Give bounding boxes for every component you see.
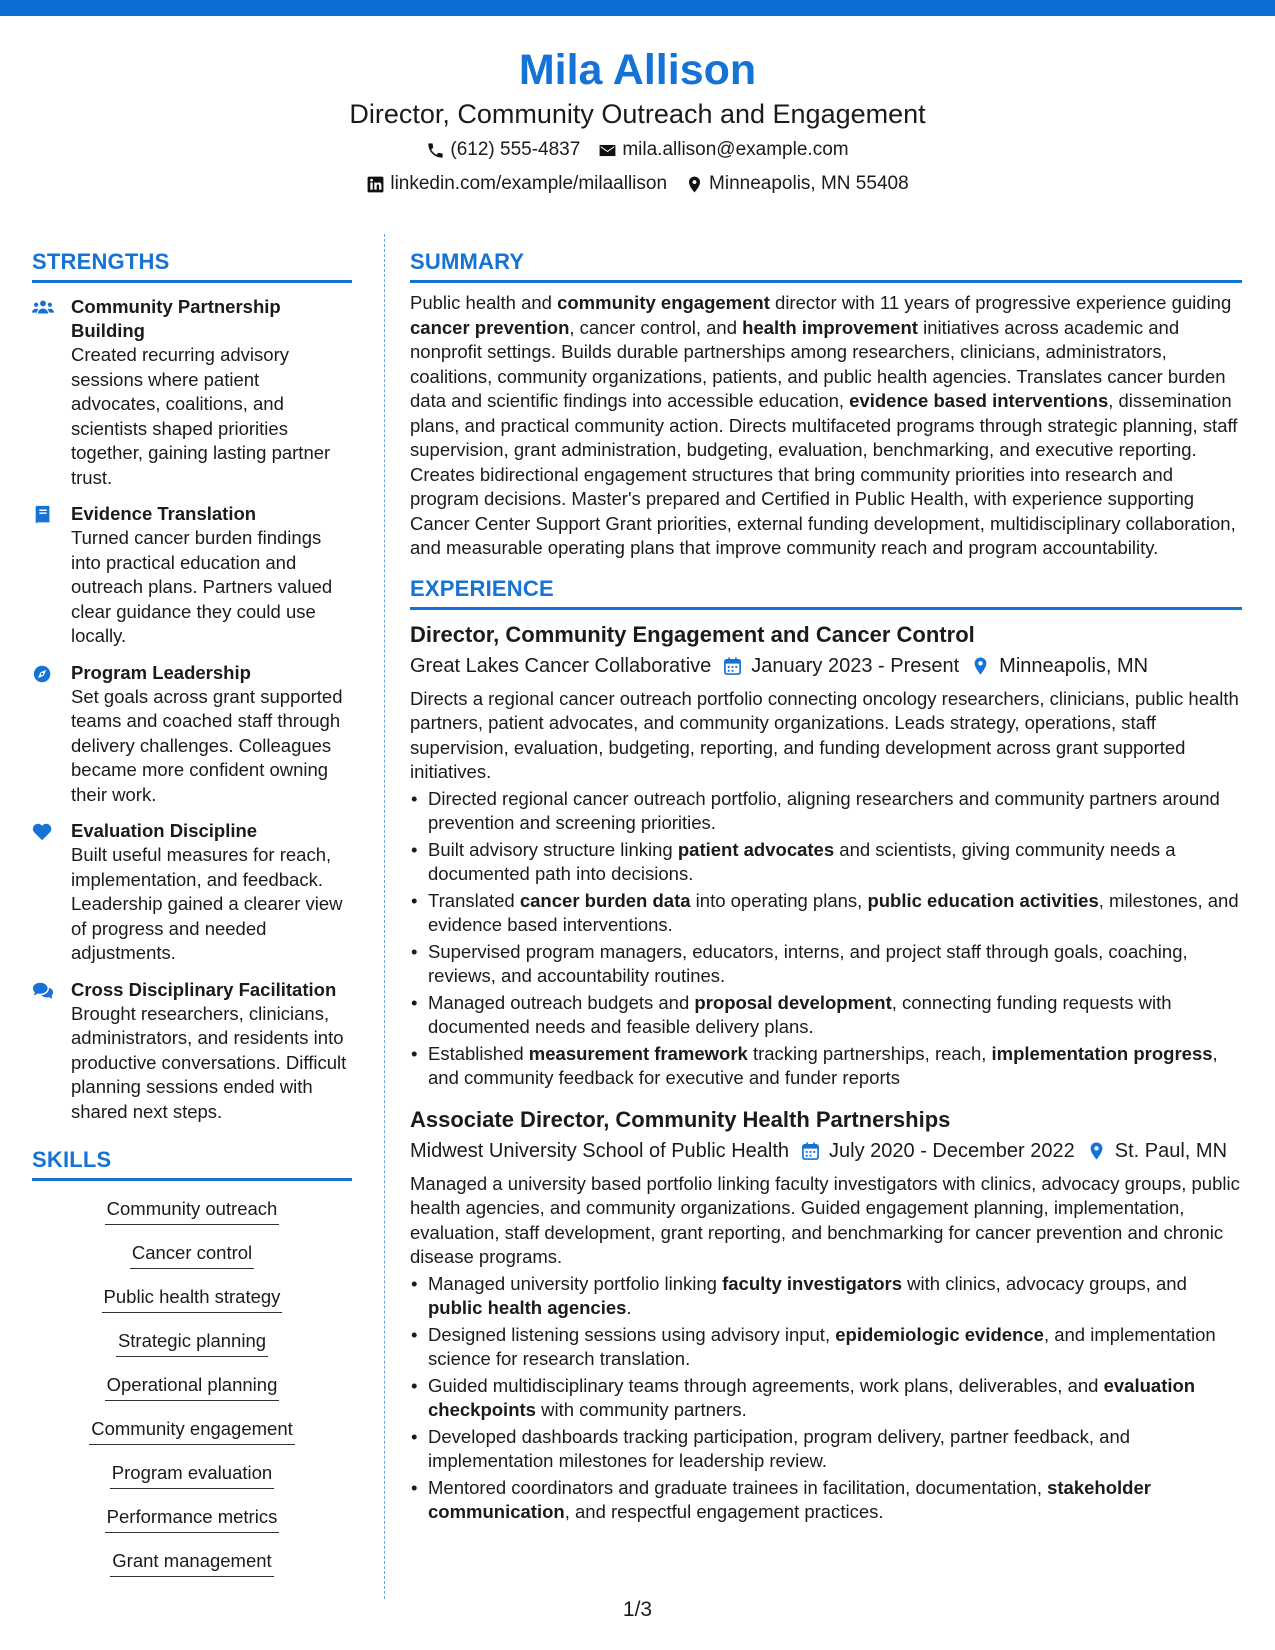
job-location xyxy=(1087,1136,1227,1166)
job-bullets xyxy=(410,787,1242,1091)
strength-item xyxy=(32,661,352,808)
skill-item: Grant management xyxy=(32,1547,352,1591)
experience-heading: EXPERIENCE xyxy=(410,575,1242,610)
email-contact[interactable] xyxy=(598,134,848,166)
emphasis-text: measurement framework xyxy=(528,1042,748,1064)
book-icon xyxy=(32,505,56,525)
comments-icon xyxy=(32,981,56,1001)
job-bullet: • Managed outreach budgets and proposal development, connecting funding requests with documented needs and feasible delivery plans. xyxy=(410,991,1242,1040)
phone-text: (612) 555-4837 xyxy=(450,139,581,160)
right-column xyxy=(410,248,1242,1527)
strength-desc: Set goals across grant supported teams and coached staff through delivery challenges. Colleagues became more confident owning their work. xyxy=(71,685,343,805)
job-bullet: • Built advisory structure linking patient advocates and scientists, giving community needs a documented path into decisions. xyxy=(410,838,1242,887)
emphasis-text: proposal development xyxy=(694,991,892,1013)
job-title: Director, Community Engagement and Cancer Control xyxy=(410,621,975,647)
job-bullet: • Translated cancer burden data into operating plans, public education activities, milestones, and evidence based interventions. xyxy=(410,889,1242,938)
job-location xyxy=(971,651,1148,681)
emphasis-text: implementation progress xyxy=(991,1042,1213,1064)
strength-title: Community Partnership Building xyxy=(71,296,281,341)
left-column xyxy=(32,248,352,1591)
compass-icon xyxy=(32,664,56,684)
top-accent-bar xyxy=(0,0,1275,16)
users-icon xyxy=(32,298,56,318)
strength-item xyxy=(32,819,352,966)
contact-line-2 xyxy=(0,168,1275,200)
job-bullet: • Developed dashboards tracking participation, program delivery, partner feedback, and implementation milestones for leadership review. xyxy=(410,1425,1242,1474)
job-title: Associate Director, Community Health Partnerships xyxy=(410,1106,951,1132)
skills-heading: SKILLS xyxy=(32,1146,352,1181)
column-divider xyxy=(384,234,385,1599)
calendar-icon xyxy=(723,656,742,676)
job-location-text: Minneapolis, MN xyxy=(999,654,1149,677)
heart-icon xyxy=(32,822,56,842)
emphasis-text: patient advocates xyxy=(677,838,835,860)
linkedin-contact[interactable] xyxy=(366,168,667,200)
job-description: Managed a university based portfolio linking faculty investigators with clinics, advocacy groups, public health agencies, and community organizations. Guided engagement planning, implementation, evaluation, staff development, grant reporting, and benchmarking for cancer prevention and chronic disease programs. xyxy=(410,1172,1240,1267)
map-pin-icon xyxy=(685,175,704,194)
envelope-icon xyxy=(598,141,617,160)
skill-item: Program evaluation xyxy=(32,1459,352,1503)
job-dates-text: July 2020 - December 2022 xyxy=(829,1139,1075,1162)
strength-item xyxy=(32,502,352,649)
emphasis-text: evaluation checkpoints xyxy=(428,1374,1196,1420)
summary-heading: SUMMARY xyxy=(410,248,1242,283)
page-number: 1/3 xyxy=(622,1598,653,1621)
job-bullet: • Mentored coordinators and graduate trainees in facilitation, documentation, stakeholder communication, and respectful engagement practices. xyxy=(410,1476,1242,1525)
job-dates xyxy=(723,651,959,681)
emphasis-text: evidence based interventions xyxy=(849,390,1109,411)
skill-item: Community engagement xyxy=(32,1415,352,1459)
emphasis-text: stakeholder communication xyxy=(428,1476,1151,1522)
summary-text: Public health and community engagement director with 11 years of progressive experience guiding cancer prevention, cancer control, and health improvement initiatives across academic and nonprofit settings. Builds durable partnerships among researchers, clinicians, administrators, coalitions, community organizations, patients, and public health agencies. Translates cancer burden data and scientific findings into accessible education, evidence based interventions, dissemination plans, and practical community action. Directs multifaceted programs through strategic planning, staff supervision, grant administration, budgeting, evaluation, benchmarking, and executive reporting. Creates bidirectional engagement structures that bring community priorities into research and program decisions. Master's prepared and Certified in Public Health, with experience supporting Cancer Center Support Grant priorities, external funding development, multidisciplinary collaboration, and measurable operating plans that improve community reach and program accountability. xyxy=(410,292,1238,558)
emphasis-text: epidemiologic evidence xyxy=(835,1323,1044,1345)
skill-item: Cancer control xyxy=(32,1239,352,1283)
strength-item xyxy=(32,295,352,490)
skill-item: Public health strategy xyxy=(32,1283,352,1327)
map-pin-icon xyxy=(971,656,990,676)
strength-desc: Turned cancer burden findings into practical education and outreach plans. Partners valued clear guidance they could use locally. xyxy=(71,527,333,646)
strength-desc: Created recurring advisory sessions where patient advocates, coalitions, and scientists shaped priorities together, gaining lasting partner trust. xyxy=(71,344,331,488)
job-bullet: • Established measurement framework tracking partnerships, reach, implementation progress, and community feedback for executive and funder reports xyxy=(410,1042,1242,1091)
job-bullet: • Designed listening sessions using advisory input, epidemiologic evidence, and implementation science for research translation. xyxy=(410,1323,1242,1372)
emphasis-text: public education activities xyxy=(867,889,1099,911)
emphasis-text: faculty investigators xyxy=(722,1272,903,1294)
map-pin-icon xyxy=(1087,1141,1106,1161)
skill-item: Community outreach xyxy=(32,1195,352,1239)
linkedin-icon xyxy=(366,175,385,194)
job-bullet: • Directed regional cancer outreach portfolio, aligning researchers and community partners around prevention and screening priorities. xyxy=(410,787,1242,836)
job-entry xyxy=(410,1105,1242,1525)
job-dates xyxy=(801,1136,1075,1166)
job-meta xyxy=(410,651,1242,681)
emphasis-text: health improvement xyxy=(742,316,918,338)
strength-title: Program Leadership xyxy=(71,661,251,683)
job-location-text: St. Paul, MN xyxy=(1114,1139,1228,1162)
job-entry xyxy=(410,620,1242,1091)
linkedin-text: linkedin.com/example/milaallison xyxy=(390,173,668,194)
skill-item: Strategic planning xyxy=(32,1327,352,1371)
job-description: Directs a regional cancer outreach portfolio connecting oncology researchers, clinicians, public health partners, patient advocates, and community organizations. Leads strategy, operations, staff supervision, evaluation, budgeting, reporting, and funding development across grant supported initiatives. xyxy=(410,687,1239,782)
company-name: Midwest University School of Public Health xyxy=(410,1139,790,1162)
email-text: mila.allison@example.com xyxy=(622,139,849,160)
skill-item: Operational planning xyxy=(32,1371,352,1415)
location-text: Minneapolis, MN 55408 xyxy=(709,173,909,194)
strength-title: Evaluation Discipline xyxy=(71,820,258,841)
job-bullet: • Supervised program managers, educators, interns, and project staff through goals, coaching, reviews, and accountability routines. xyxy=(410,940,1242,989)
candidate-title: Director, Community Outreach and Engagement xyxy=(349,99,926,129)
skills-list xyxy=(32,1195,352,1591)
strength-item xyxy=(32,978,352,1125)
location-contact xyxy=(685,168,909,200)
calendar-icon xyxy=(801,1141,820,1161)
resume-header xyxy=(0,44,1275,200)
phone-contact[interactable] xyxy=(426,134,580,166)
job-dates-text: January 2023 - Present xyxy=(751,654,960,677)
job-bullet: • Managed university portfolio linking faculty investigators with clinics, advocacy groups, and public health agencies. xyxy=(410,1272,1242,1321)
strengths-heading: STRENGTHS xyxy=(32,248,352,283)
contact-line-1 xyxy=(0,134,1275,166)
emphasis-text: public health agencies xyxy=(428,1297,627,1318)
phone-icon xyxy=(426,141,445,160)
strength-title: Cross Disciplinary Facilitation xyxy=(71,978,337,1000)
strength-desc: Brought researchers, clinicians, administrators, and residents into productive conversations. Difficult planning sessions ended with shared next steps. xyxy=(71,1002,347,1122)
job-meta xyxy=(410,1136,1242,1166)
company-name: Great Lakes Cancer Collaborative xyxy=(410,654,712,677)
emphasis-text: cancer burden data xyxy=(519,889,691,911)
emphasis-text: cancer prevention xyxy=(410,316,570,338)
strength-title: Evidence Translation xyxy=(71,503,257,524)
emphasis-text: community engagement xyxy=(557,292,770,313)
strength-desc: Built useful measures for reach, implementation, and feedback. Leadership gained a clearer view of progress and needed adjustments. xyxy=(71,844,343,963)
job-bullet: • Guided multidisciplinary teams through agreements, work plans, deliverables, and evaluation checkpoints with community partners. xyxy=(410,1374,1242,1423)
candidate-name: Mila Allison xyxy=(518,46,757,94)
job-bullets xyxy=(410,1272,1242,1525)
skill-item: Performance metrics xyxy=(32,1503,352,1547)
